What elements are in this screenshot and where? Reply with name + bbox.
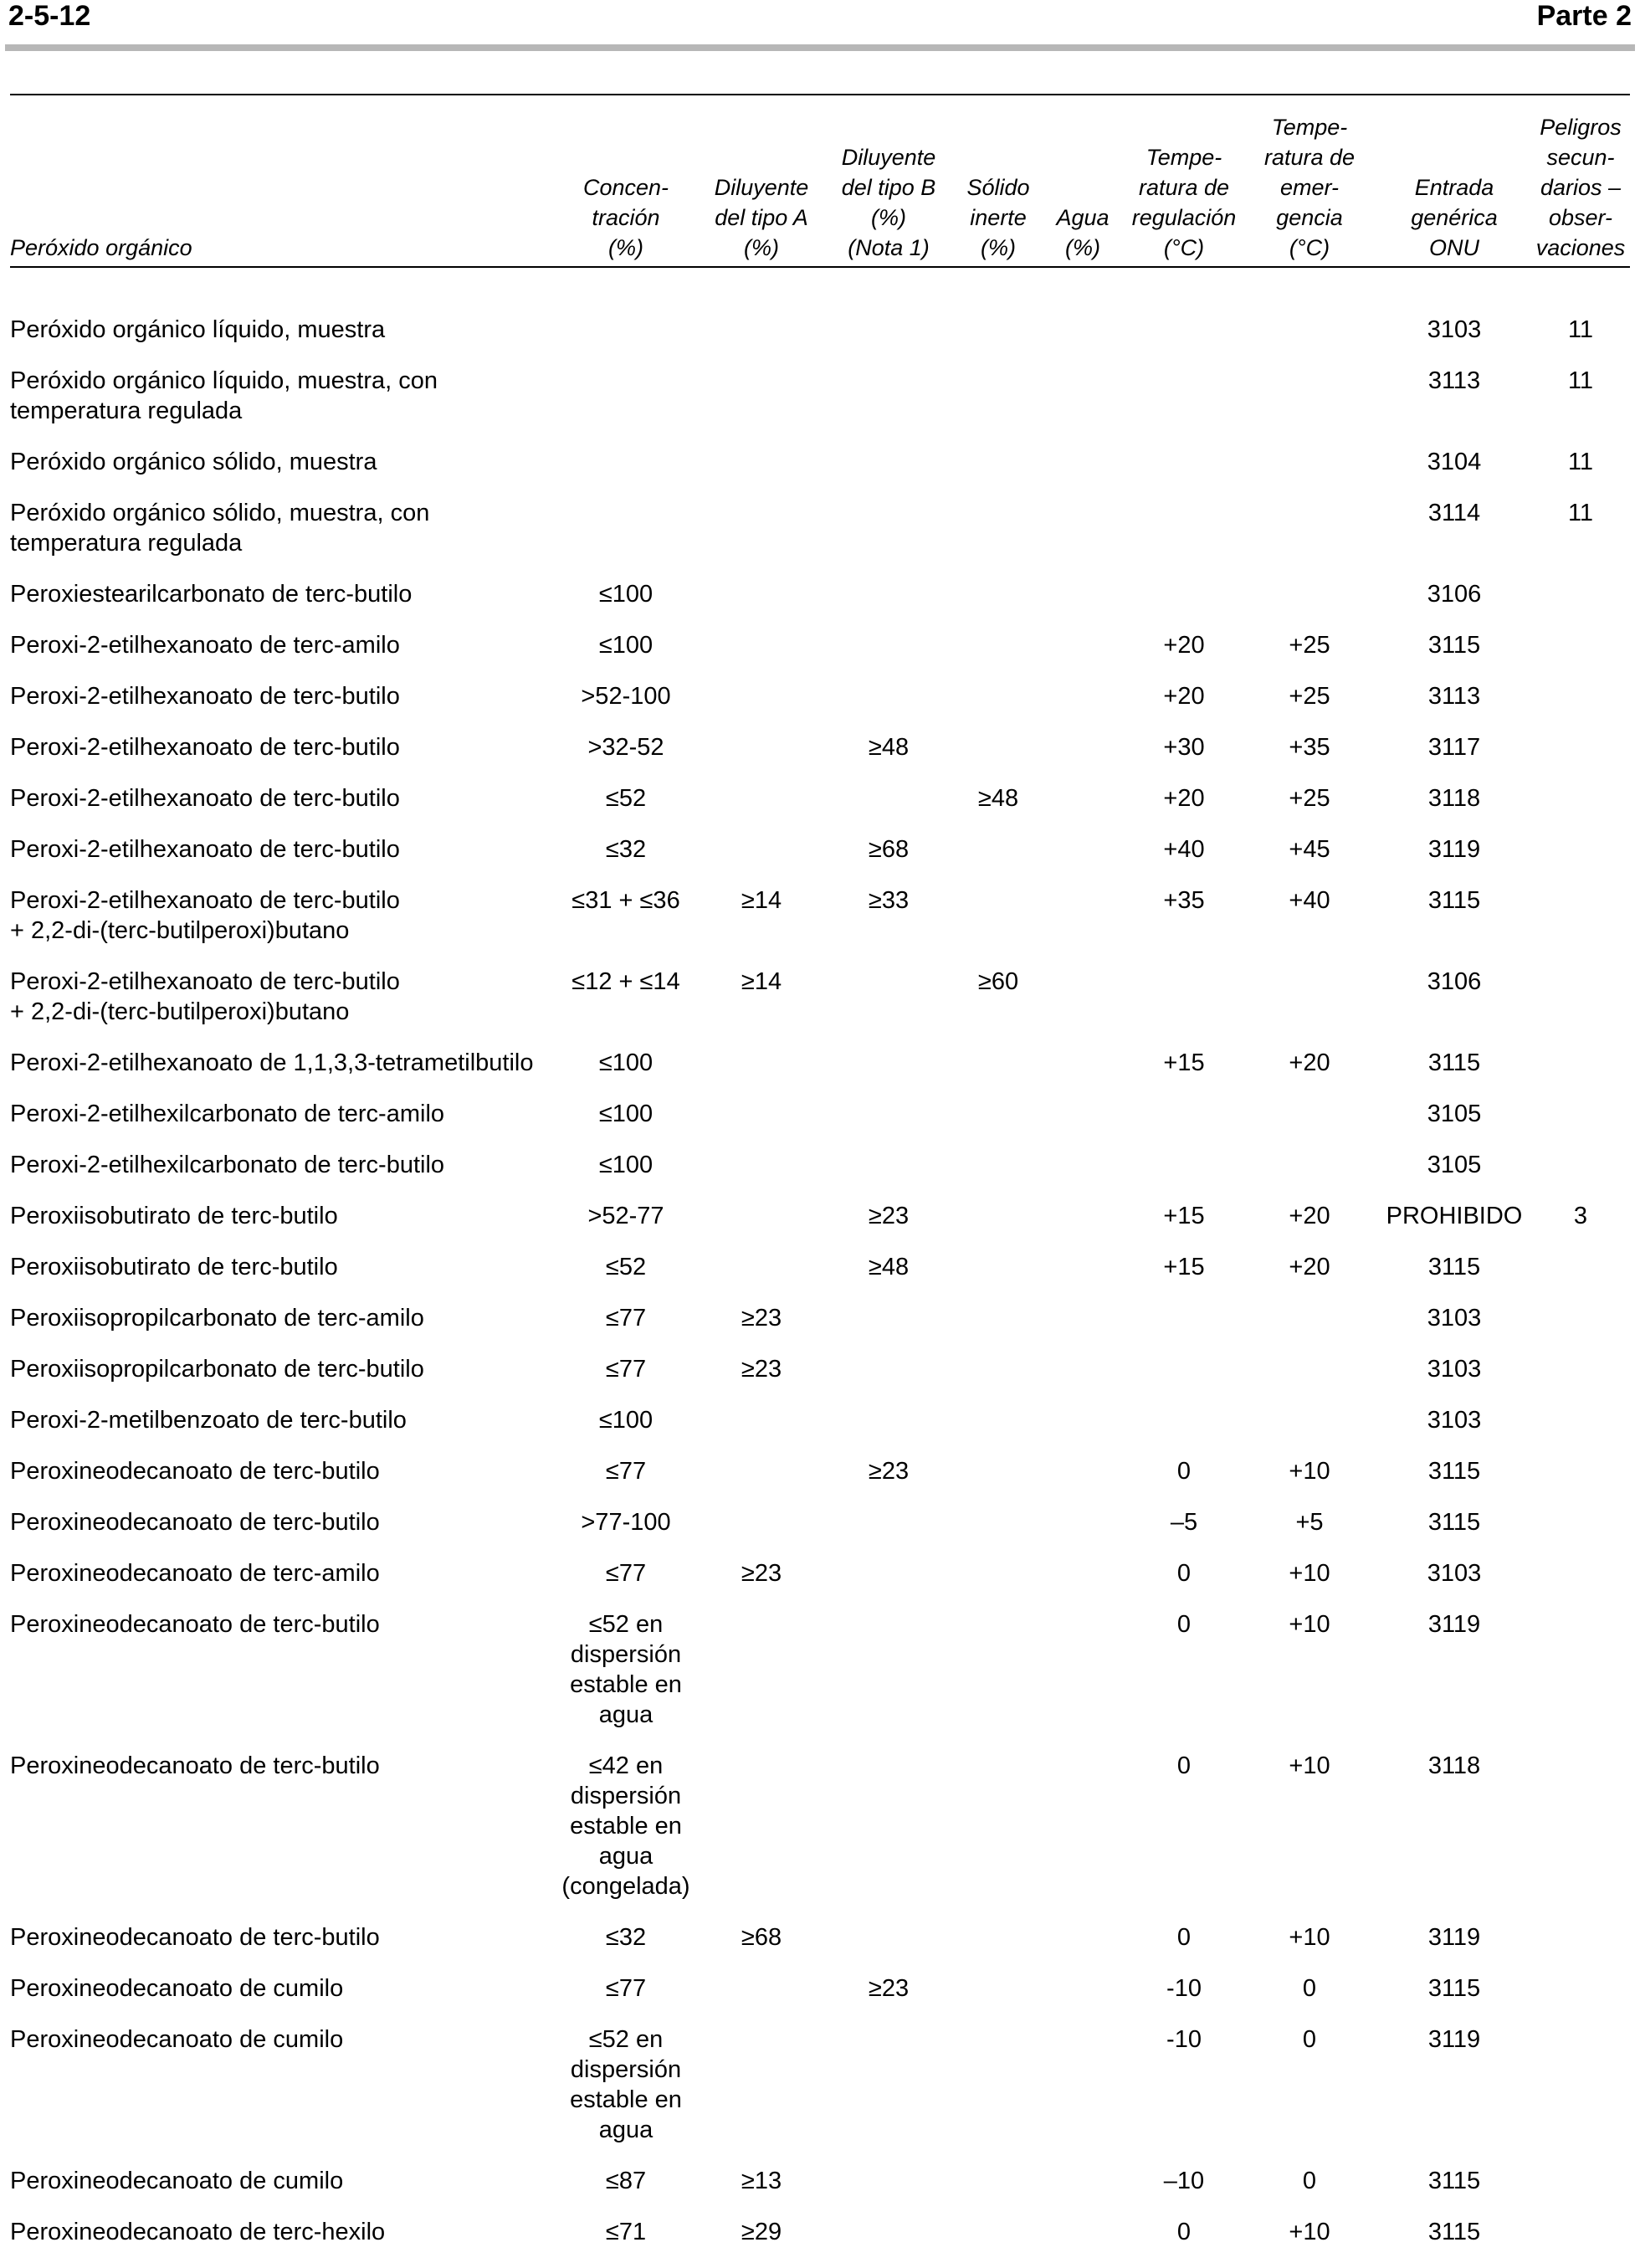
concentration-cell: ≤42 en dispersión estable en agua (congelada): [561, 1752, 690, 1900]
concentration-cell: ≤87: [605, 2168, 647, 2194]
un-entry-cell: 3117: [1427, 734, 1481, 761]
diluent-a-cell: ≥13: [741, 2168, 782, 2194]
concentration-cell: ≤77: [605, 1458, 647, 1485]
emergency-temp-cell: +10: [1289, 1752, 1330, 1779]
subsidiary-risks-cell: 11: [1567, 500, 1594, 526]
diluent-a-cell: ≥14: [741, 968, 782, 995]
emergency-temp-cell: +20: [1289, 1203, 1330, 1229]
name-cell: Peroxi-2-metilbenzoato de terc-butilo: [10, 1407, 407, 1434]
emergency-temp-cell: +10: [1289, 1924, 1330, 1951]
control-temp-cell: +20: [1163, 683, 1205, 710]
diluent-b-cell: ≥48: [868, 734, 910, 761]
table-row: [0, 630, 1640, 681]
concentration-cell: ≤77: [605, 1560, 647, 1587]
name-cell: Peróxido orgánico líquido, muestra: [10, 316, 386, 343]
table-row: [0, 1303, 1640, 1354]
name-cell: Peroxineodecanoato de terc-butilo: [10, 1924, 380, 1951]
concentration-cell: ≤100: [598, 1101, 653, 1127]
control-temp-cell: 0: [1176, 1560, 1192, 1587]
control-temp-cell: +40: [1163, 836, 1205, 863]
name-cell: Peróxido orgánico líquido, muestra, con temperatura regulada: [10, 367, 438, 424]
concentration-cell: ≤52: [605, 785, 647, 812]
concentration-cell: ≤100: [598, 632, 653, 659]
concentration-cell: >52-77: [587, 1203, 664, 1229]
emergency-temp-cell: +25: [1289, 785, 1330, 812]
concentration-cell: >52-100: [581, 683, 671, 710]
name-cell: Peroxi-2-etilhexanoato de terc-butilo + 2,2-di-(terc-butilperoxi)butano: [10, 887, 400, 944]
control-temp-cell: +15: [1163, 1203, 1205, 1229]
control-temp-cell: 0: [1176, 1924, 1192, 1951]
un-entry-cell: 3103: [1427, 1356, 1482, 1383]
table-row: [0, 1973, 1640, 2024]
table-row: [0, 1201, 1640, 1252]
name-cell: Peróxido orgánico sólido, muestra, con temperatura regulada: [10, 500, 430, 557]
table-row: [0, 1099, 1640, 1150]
table-row: [0, 1751, 1640, 1922]
page-number: 2-5-12: [8, 0, 91, 32]
control-temp-cell: +20: [1163, 785, 1205, 812]
name-cell: Peroxiisopropilcarbonato de terc-amilo: [10, 1305, 424, 1332]
control-temp-cell: +30: [1163, 734, 1205, 761]
concentration-cell: ≤100: [598, 1049, 653, 1076]
un-entry-cell: 3114: [1427, 500, 1481, 526]
diluent-b-cell: ≥48: [868, 1254, 910, 1280]
table-top-rule: [10, 94, 1630, 95]
table-row: [0, 2217, 1640, 2268]
un-entry-cell: 3113: [1427, 367, 1481, 394]
subsidiary-risks-cell: 11: [1567, 316, 1594, 343]
table-row: [0, 1048, 1640, 1099]
name-cell: Peroxi-2-etilhexanoato de 1,1,3,3-tetrametilbutilo: [10, 1049, 534, 1076]
control-temp-cell: –5: [1170, 1509, 1198, 1536]
table-row: [0, 315, 1640, 366]
name-cell: Peroxineodecanoato de terc-butilo: [10, 1611, 380, 1638]
concentration-cell: ≤77: [605, 1305, 647, 1332]
concentration-cell: ≤100: [598, 1407, 653, 1434]
emergency-temp-cell: +35: [1289, 734, 1330, 761]
control-temp-cell: +20: [1163, 632, 1205, 659]
un-entry-cell: PROHIBIDO: [1386, 1203, 1523, 1229]
concentration-cell: ≤77: [605, 1356, 647, 1383]
un-entry-cell: 3115: [1427, 1975, 1481, 2002]
un-entry-cell: 3119: [1427, 1924, 1481, 1951]
column-header-peroxide: Peróxido orgánico: [10, 235, 192, 260]
emergency-temp-cell: +20: [1289, 1254, 1330, 1280]
concentration-cell: ≤32: [605, 1924, 647, 1951]
un-entry-cell: 3106: [1427, 968, 1482, 995]
name-cell: Peróxido orgánico sólido, muestra: [10, 449, 377, 475]
name-cell: Peroxi-2-etilhexilcarbonato de terc-amilo: [10, 1101, 445, 1127]
table-row: [0, 1558, 1640, 1609]
column-header-un-entry: Entrada genérica ONU: [1411, 175, 1498, 260]
name-cell: Peroxi-2-etilhexilcarbonato de terc-butilo: [10, 1152, 445, 1178]
table-row: [0, 2166, 1640, 2217]
control-temp-cell: -10: [1166, 1975, 1202, 2002]
un-entry-cell: 3118: [1427, 785, 1481, 812]
name-cell: Peroxiestearilcarbonato de terc-butilo: [10, 581, 413, 608]
table-row: [0, 1405, 1640, 1456]
control-temp-cell: +15: [1163, 1254, 1205, 1280]
un-entry-cell: 3115: [1427, 887, 1481, 914]
inert-solid-cell: ≥60: [977, 968, 1019, 995]
un-entry-cell: 3115: [1427, 2219, 1481, 2245]
table-header: [0, 99, 1640, 263]
table-row: [0, 783, 1640, 834]
emergency-temp-cell: +10: [1289, 1611, 1330, 1638]
table-row: [0, 579, 1640, 630]
diluent-a-cell: ≥23: [741, 1560, 782, 1587]
table-header-rule: [10, 266, 1630, 268]
control-temp-cell: -10: [1166, 2026, 1202, 2053]
name-cell: Peroxi-2-etilhexanoato de terc-butilo: [10, 836, 400, 863]
name-cell: Peroxi-2-etilhexanoato de terc-amilo: [10, 632, 400, 659]
table-row: [0, 366, 1640, 447]
emergency-temp-cell: +10: [1289, 2219, 1330, 2245]
emergency-temp-cell: +40: [1289, 887, 1330, 914]
table-row: [0, 1354, 1640, 1405]
un-entry-cell: 3103: [1427, 1305, 1482, 1332]
concentration-cell: ≤52 en dispersión estable en agua: [570, 2026, 682, 2143]
subsidiary-risks-cell: 11: [1567, 449, 1594, 475]
diluent-b-cell: ≥23: [868, 1458, 910, 1485]
un-entry-cell: 3115: [1427, 1049, 1481, 1076]
control-temp-cell: +15: [1163, 1049, 1205, 1076]
table-row: [0, 1252, 1640, 1303]
diluent-a-cell: ≥14: [741, 887, 782, 914]
un-entry-cell: 3115: [1427, 2168, 1481, 2194]
un-entry-cell: 3115: [1427, 1254, 1481, 1280]
name-cell: Peroxi-2-etilhexanoato de terc-butilo: [10, 785, 400, 812]
emergency-temp-cell: +5: [1295, 1509, 1324, 1536]
un-entry-cell: 3105: [1427, 1101, 1482, 1127]
emergency-temp-cell: +25: [1289, 683, 1330, 710]
header-rule: [5, 44, 1635, 51]
un-entry-cell: 3106: [1427, 581, 1482, 608]
inert-solid-cell: ≥48: [977, 785, 1019, 812]
diluent-a-cell: ≥23: [741, 1356, 782, 1383]
diluent-b-cell: ≥68: [868, 836, 910, 863]
un-entry-cell: 3118: [1427, 1752, 1481, 1779]
table-row: [0, 2024, 1640, 2166]
un-entry-cell: 3115: [1427, 1509, 1481, 1536]
diluent-b-cell: ≥23: [868, 1975, 910, 2002]
name-cell: Peroxineodecanoato de cumilo: [10, 1975, 344, 2002]
concentration-cell: ≤100: [598, 1152, 653, 1178]
table-row: [0, 447, 1640, 498]
name-cell: Peroxiisobutirato de terc-butilo: [10, 1203, 338, 1229]
page-header: [8, 0, 1632, 37]
column-header-diluent-b: Diluyente del tipo B (%) (Nota 1): [841, 145, 936, 260]
emergency-temp-cell: +20: [1289, 1049, 1330, 1076]
column-header-concentration: Concen- tración (%): [582, 175, 669, 260]
name-cell: Peroxineodecanoato de terc-butilo: [10, 1752, 380, 1779]
emergency-temp-cell: +45: [1289, 836, 1330, 863]
name-cell: Peroxiisopropilcarbonato de terc-butilo: [10, 1356, 424, 1383]
diluent-b-cell: ≥33: [868, 887, 910, 914]
subsidiary-risks-cell: 11: [1567, 367, 1594, 394]
concentration-cell: ≤32: [605, 836, 647, 863]
un-entry-cell: 3115: [1427, 1458, 1481, 1485]
diluent-a-cell: ≥29: [741, 2219, 782, 2245]
name-cell: Peroxineodecanoato de terc-butilo: [10, 1509, 380, 1536]
concentration-cell: ≤77: [605, 1975, 647, 2002]
name-cell: Peroxineodecanoato de cumilo: [10, 2026, 344, 2053]
column-header-emergency-temp: Tempe- ratura de emer- gencia (°C): [1263, 115, 1356, 260]
emergency-temp-cell: +25: [1289, 632, 1330, 659]
concentration-cell: ≤71: [605, 2219, 647, 2245]
un-entry-cell: 3103: [1427, 1560, 1482, 1587]
diluent-b-cell: ≥23: [868, 1203, 910, 1229]
diluent-a-cell: ≥68: [741, 1924, 782, 1951]
emergency-temp-cell: 0: [1302, 2026, 1317, 2053]
column-header-water: Agua (%): [1056, 205, 1110, 260]
part-label: Parte 2: [1536, 0, 1632, 32]
control-temp-cell: 0: [1176, 1611, 1192, 1638]
name-cell: Peroxi-2-etilhexanoato de terc-butilo: [10, 734, 400, 761]
table-row: [0, 1922, 1640, 1973]
table-row: [0, 732, 1640, 783]
emergency-temp-cell: 0: [1302, 1975, 1317, 2002]
table-row: [0, 885, 1640, 967]
un-entry-cell: 3105: [1427, 1152, 1482, 1178]
concentration-cell: ≤31 + ≤36: [571, 887, 680, 914]
column-header-subsidiary-risks: Peligros secun- darios – obser- vaciones: [1535, 115, 1626, 260]
concentration-cell: >77-100: [581, 1509, 671, 1536]
name-cell: Peroxineodecanoato de terc-amilo: [10, 1560, 380, 1587]
un-entry-cell: 3104: [1427, 449, 1482, 475]
concentration-cell: ≤12 + ≤14: [571, 968, 680, 995]
control-temp-cell: 0: [1176, 1458, 1192, 1485]
un-entry-cell: 3103: [1427, 316, 1482, 343]
subsidiary-risks-cell: 3: [1573, 1203, 1588, 1229]
table-row: [0, 1609, 1640, 1751]
control-temp-cell: –10: [1163, 2168, 1205, 2194]
table-row: [0, 967, 1640, 1048]
diluent-a-cell: ≥23: [741, 1305, 782, 1332]
name-cell: Peroxineodecanoato de cumilo: [10, 2168, 344, 2194]
table-row: [0, 681, 1640, 732]
concentration-cell: ≤52 en dispersión estable en agua: [570, 1611, 682, 1728]
name-cell: Peroxi-2-etilhexanoato de terc-butilo: [10, 683, 400, 710]
control-temp-cell: 0: [1176, 1752, 1192, 1779]
table-row: [0, 1507, 1640, 1558]
un-entry-cell: 3113: [1427, 683, 1481, 710]
name-cell: Peroxineodecanoato de terc-hexilo: [10, 2219, 386, 2245]
column-header-inert-solid: Sólido inerte (%): [966, 175, 1030, 260]
un-entry-cell: 3119: [1427, 836, 1481, 863]
table-row: [0, 834, 1640, 885]
emergency-temp-cell: +10: [1289, 1458, 1330, 1485]
column-header-control-temp: Tempe- ratura de regulación (°C): [1131, 145, 1237, 260]
name-cell: Peroxi-2-etilhexanoato de terc-butilo + 2,2-di-(terc-butilperoxi)butano: [10, 968, 400, 1025]
table-row: [0, 1456, 1640, 1507]
table-row: [0, 498, 1640, 579]
un-entry-cell: 3103: [1427, 1407, 1482, 1434]
name-cell: Peroxineodecanoato de terc-butilo: [10, 1458, 380, 1485]
concentration-cell: ≤52: [605, 1254, 647, 1280]
emergency-temp-cell: 0: [1302, 2168, 1317, 2194]
column-header-diluent-a: Diluyente del tipo A (%): [714, 175, 809, 260]
concentration-cell: >32-52: [587, 734, 664, 761]
un-entry-cell: 3119: [1427, 2026, 1481, 2053]
concentration-cell: ≤100: [598, 581, 653, 608]
table-row: [0, 1150, 1640, 1201]
name-cell: Peroxiisobutirato de terc-butilo: [10, 1254, 338, 1280]
table-body: [0, 315, 1640, 2268]
emergency-temp-cell: +10: [1289, 1560, 1330, 1587]
control-temp-cell: 0: [1176, 2219, 1192, 2245]
un-entry-cell: 3115: [1427, 632, 1481, 659]
un-entry-cell: 3119: [1427, 1611, 1481, 1638]
control-temp-cell: +35: [1163, 887, 1205, 914]
